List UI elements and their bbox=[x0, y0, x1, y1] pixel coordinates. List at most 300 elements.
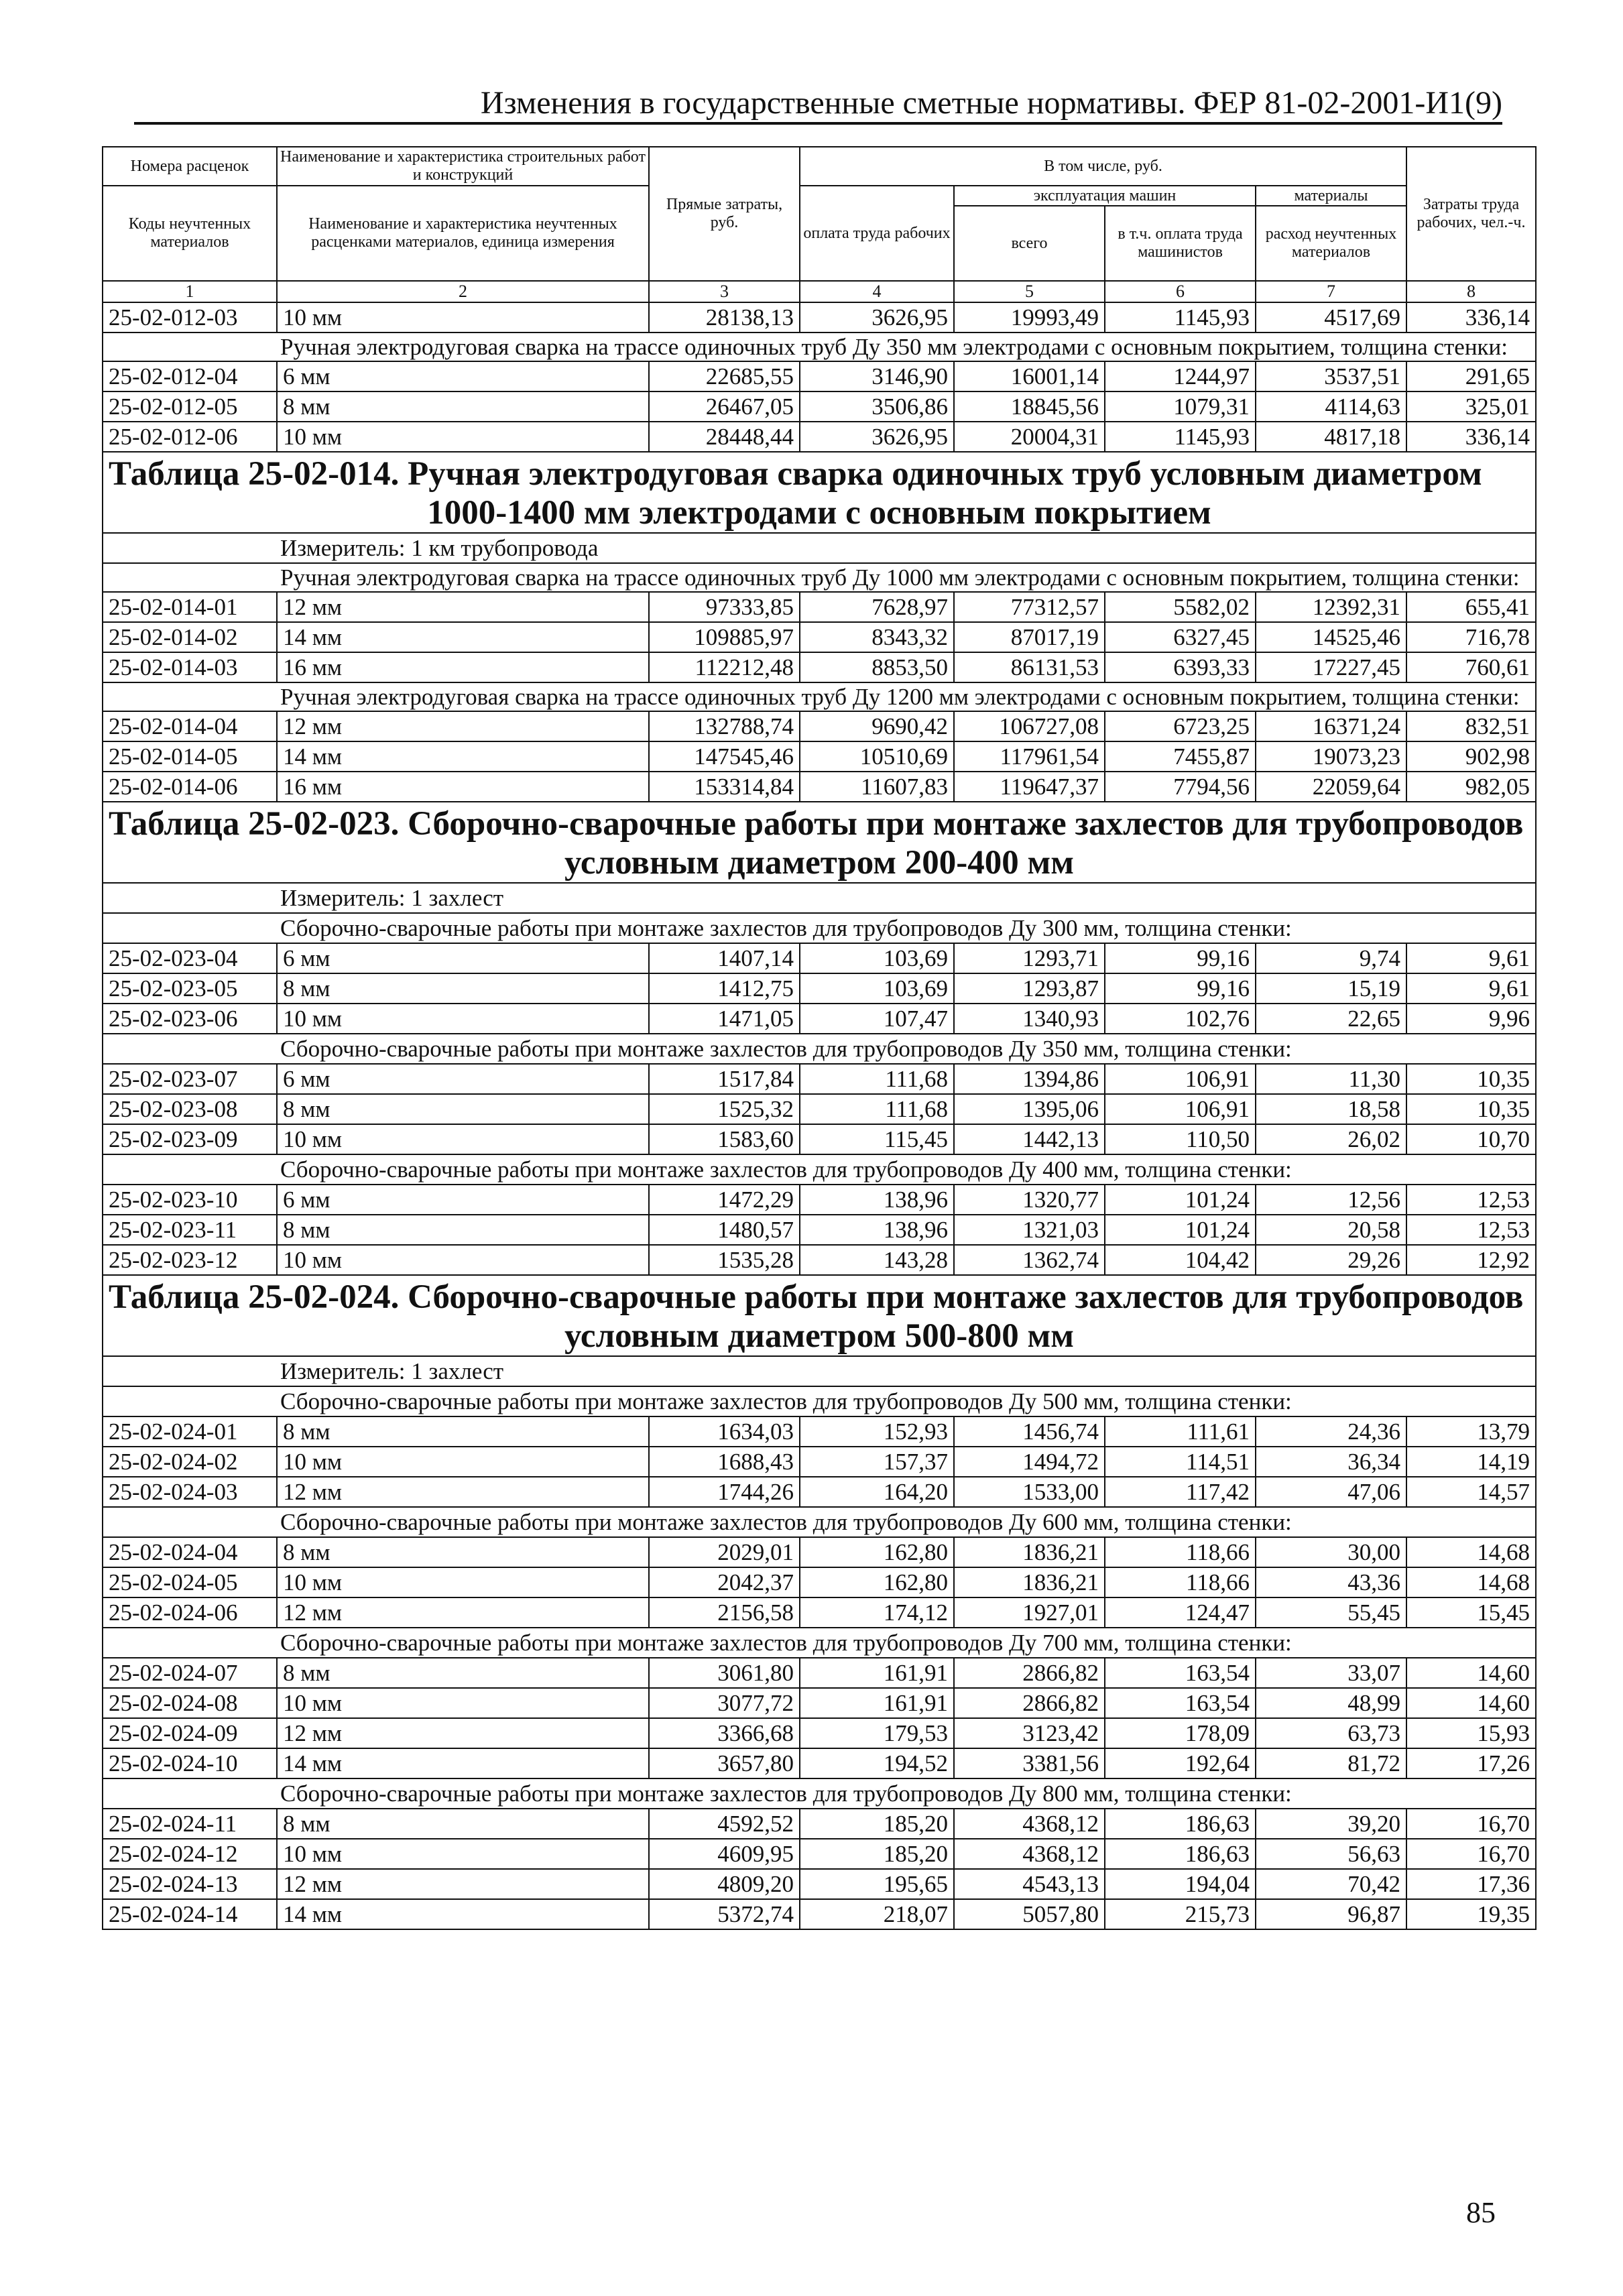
rate-value-cell: 902,98 bbox=[1406, 741, 1536, 772]
section-heading: Ручная электродуговая сварка на трассе одиночных труб Ду 1000 мм электродами с основным покрытием, толщина стенки: bbox=[103, 563, 1536, 592]
section-heading-row bbox=[103, 913, 1536, 943]
rate-value-cell: 138,96 bbox=[800, 1215, 954, 1245]
rate-value-cell: 153314,84 bbox=[649, 772, 800, 802]
measure-unit: Измеритель: 1 км трубопровода bbox=[103, 533, 1536, 563]
rate-name-cell: 8 мм bbox=[277, 1215, 649, 1245]
rate-value-cell: 63,73 bbox=[1256, 1718, 1406, 1748]
rate-value-cell: 5057,80 bbox=[954, 1899, 1105, 1929]
page-header-title: Изменения в государственные сметные нормативы. ФЕР 81-02-2001-И1(9) bbox=[480, 85, 1502, 121]
rate-code-cell: 25-02-014-02 bbox=[103, 622, 277, 652]
rate-value-cell: 14,57 bbox=[1406, 1477, 1536, 1507]
rate-value-cell: 5372,74 bbox=[649, 1899, 800, 1929]
table-title-line-1: Таблица 25-02-014. Ручная электродуговая сварка одиночных труб условным диаметром bbox=[109, 455, 1482, 493]
rate-value-cell: 6327,45 bbox=[1105, 622, 1256, 652]
rate-name-cell: 12 мм bbox=[277, 1477, 649, 1507]
table-row bbox=[103, 1537, 1536, 1567]
rate-value-cell: 163,54 bbox=[1105, 1688, 1256, 1718]
section-heading-row bbox=[103, 1154, 1536, 1185]
rate-value-cell: 102,76 bbox=[1105, 1004, 1256, 1034]
rate-value-cell: 3537,51 bbox=[1256, 361, 1406, 391]
rate-name-cell: 16 мм bbox=[277, 772, 649, 802]
rate-code-cell: 25-02-014-05 bbox=[103, 741, 277, 772]
rate-value-cell: 1394,86 bbox=[954, 1064, 1105, 1094]
table-title bbox=[103, 1275, 1536, 1356]
table-row bbox=[103, 1748, 1536, 1778]
rate-value-cell: 20004,31 bbox=[954, 422, 1105, 452]
rate-value-cell: 147545,46 bbox=[649, 741, 800, 772]
rate-value-cell: 9,74 bbox=[1256, 943, 1406, 973]
rate-value-cell: 7628,97 bbox=[800, 592, 954, 622]
column-number: 8 bbox=[1406, 281, 1536, 302]
header-row-1 bbox=[103, 147, 1536, 186]
rate-name-cell: 10 мм bbox=[277, 1004, 649, 1034]
section-heading: Ручная электродуговая сварка на трассе одиночных труб Ду 1200 мм электродами с основным покрытием, толщина стенки: bbox=[103, 682, 1536, 711]
rate-value-cell: 143,28 bbox=[800, 1245, 954, 1275]
rate-value-cell: 33,07 bbox=[1256, 1658, 1406, 1688]
rate-value-cell: 291,65 bbox=[1406, 361, 1536, 391]
rate-value-cell: 17,36 bbox=[1406, 1869, 1536, 1899]
rate-value-cell: 162,80 bbox=[800, 1567, 954, 1597]
rate-value-cell: 77312,57 bbox=[954, 592, 1105, 622]
rate-value-cell: 3381,56 bbox=[954, 1748, 1105, 1778]
rate-value-cell: 14,19 bbox=[1406, 1447, 1536, 1477]
rate-value-cell: 96,87 bbox=[1256, 1899, 1406, 1929]
rate-code-cell: 25-02-024-12 bbox=[103, 1839, 277, 1869]
rate-value-cell: 26467,05 bbox=[649, 391, 800, 422]
table-row bbox=[103, 1899, 1536, 1929]
rate-value-cell: 22685,55 bbox=[649, 361, 800, 391]
rate-value-cell: 336,14 bbox=[1406, 422, 1536, 452]
rate-value-cell: 124,47 bbox=[1105, 1597, 1256, 1628]
table-row bbox=[103, 622, 1536, 652]
rate-value-cell: 655,41 bbox=[1406, 592, 1536, 622]
header-name-bottom: Наименование и характеристика неучтенных расценками материалов, единица измерения bbox=[277, 186, 649, 281]
table-title-line-1: Таблица 25-02-024. Сборочно-сварочные работы при монтаже захлестов для трубопроводов bbox=[109, 1278, 1524, 1316]
rate-value-cell: 4368,12 bbox=[954, 1809, 1105, 1839]
rate-value-cell: 3657,80 bbox=[649, 1748, 800, 1778]
table-row bbox=[103, 1688, 1536, 1718]
rate-value-cell: 14525,46 bbox=[1256, 622, 1406, 652]
rate-value-cell: 3146,90 bbox=[800, 361, 954, 391]
rate-value-cell: 11607,83 bbox=[800, 772, 954, 802]
rate-value-cell: 1471,05 bbox=[649, 1004, 800, 1034]
section-heading-row bbox=[103, 1386, 1536, 1416]
rate-value-cell: 106,91 bbox=[1105, 1094, 1256, 1124]
rate-value-cell: 9,96 bbox=[1406, 1004, 1536, 1034]
rate-value-cell: 8343,32 bbox=[800, 622, 954, 652]
rate-name-cell: 10 мм bbox=[277, 1688, 649, 1718]
rate-code-cell: 25-02-023-04 bbox=[103, 943, 277, 973]
table-row bbox=[103, 361, 1536, 391]
rate-name-cell: 8 мм bbox=[277, 1094, 649, 1124]
rate-code-cell: 25-02-024-03 bbox=[103, 1477, 277, 1507]
rate-value-cell: 111,61 bbox=[1105, 1416, 1256, 1447]
rate-value-cell: 16,70 bbox=[1406, 1809, 1536, 1839]
table-row bbox=[103, 1839, 1536, 1869]
rate-value-cell: 157,37 bbox=[800, 1447, 954, 1477]
column-number: 3 bbox=[649, 281, 800, 302]
rate-value-cell: 17,26 bbox=[1406, 1748, 1536, 1778]
rate-value-cell: 2866,82 bbox=[954, 1658, 1105, 1688]
rate-value-cell: 192,64 bbox=[1105, 1748, 1256, 1778]
rate-name-cell: 6 мм bbox=[277, 1185, 649, 1215]
rate-value-cell: 195,65 bbox=[800, 1869, 954, 1899]
rate-name-cell: 6 мм bbox=[277, 361, 649, 391]
rate-value-cell: 4517,69 bbox=[1256, 302, 1406, 333]
header-row-2 bbox=[103, 186, 1536, 206]
rate-value-cell: 114,51 bbox=[1105, 1447, 1256, 1477]
rate-code-cell: 25-02-014-06 bbox=[103, 772, 277, 802]
rate-code-cell: 25-02-014-03 bbox=[103, 652, 277, 682]
rate-value-cell: 104,42 bbox=[1105, 1245, 1256, 1275]
rate-value-cell: 12,53 bbox=[1406, 1185, 1536, 1215]
rate-value-cell: 7794,56 bbox=[1105, 772, 1256, 802]
table-row bbox=[103, 1447, 1536, 1477]
rate-value-cell: 132788,74 bbox=[649, 711, 800, 741]
rate-name-cell: 14 мм bbox=[277, 741, 649, 772]
section-heading: Сборочно-сварочные работы при монтаже захлестов для трубопроводов Ду 600 мм, толщина стенки: bbox=[103, 1507, 1536, 1537]
rate-code-cell: 25-02-024-09 bbox=[103, 1718, 277, 1748]
rate-value-cell: 118,66 bbox=[1105, 1537, 1256, 1567]
rate-value-cell: 4543,13 bbox=[954, 1869, 1105, 1899]
header-rule bbox=[134, 122, 1502, 125]
rate-value-cell: 1340,93 bbox=[954, 1004, 1105, 1034]
section-heading: Сборочно-сварочные работы при монтаже захлестов для трубопроводов Ду 700 мм, толщина стенки: bbox=[103, 1628, 1536, 1658]
rate-name-cell: 12 мм bbox=[277, 1597, 649, 1628]
rate-code-cell: 25-02-024-02 bbox=[103, 1447, 277, 1477]
rate-value-cell: 1472,29 bbox=[649, 1185, 800, 1215]
table-row bbox=[103, 1094, 1536, 1124]
table-row bbox=[103, 1658, 1536, 1688]
rate-code-cell: 25-02-023-07 bbox=[103, 1064, 277, 1094]
rate-value-cell: 12,56 bbox=[1256, 1185, 1406, 1215]
rate-code-cell: 25-02-023-05 bbox=[103, 973, 277, 1004]
rate-name-cell: 12 мм bbox=[277, 1869, 649, 1899]
rate-value-cell: 15,19 bbox=[1256, 973, 1406, 1004]
rate-value-cell: 215,73 bbox=[1105, 1899, 1256, 1929]
section-heading-row bbox=[103, 1628, 1536, 1658]
rate-value-cell: 103,69 bbox=[800, 973, 954, 1004]
rate-value-cell: 832,51 bbox=[1406, 711, 1536, 741]
rate-value-cell: 103,69 bbox=[800, 943, 954, 973]
rate-name-cell: 6 мм bbox=[277, 1064, 649, 1094]
rate-value-cell: 112212,48 bbox=[649, 652, 800, 682]
table-row bbox=[103, 1004, 1536, 1034]
rate-value-cell: 1744,26 bbox=[649, 1477, 800, 1507]
rate-value-cell: 1634,03 bbox=[649, 1416, 800, 1447]
rate-value-cell: 10,35 bbox=[1406, 1064, 1536, 1094]
rate-value-cell: 39,20 bbox=[1256, 1809, 1406, 1839]
rate-name-cell: 14 мм bbox=[277, 1748, 649, 1778]
rate-value-cell: 117,42 bbox=[1105, 1477, 1256, 1507]
rate-value-cell: 4114,63 bbox=[1256, 391, 1406, 422]
table-row bbox=[103, 1718, 1536, 1748]
header-labor-pay: оплата труда рабочих bbox=[800, 186, 954, 281]
rate-value-cell: 1836,21 bbox=[954, 1537, 1105, 1567]
header-materials-unaccounted: расход неучтенных материалов bbox=[1256, 206, 1406, 281]
rate-code-cell: 25-02-024-06 bbox=[103, 1597, 277, 1628]
rate-value-cell: 185,20 bbox=[800, 1809, 954, 1839]
table-row bbox=[103, 1869, 1536, 1899]
table-title bbox=[103, 802, 1536, 883]
rate-code-cell: 25-02-024-08 bbox=[103, 1688, 277, 1718]
rate-value-cell: 17227,45 bbox=[1256, 652, 1406, 682]
rate-value-cell: 218,07 bbox=[800, 1899, 954, 1929]
table-row bbox=[103, 391, 1536, 422]
rate-value-cell: 3077,72 bbox=[649, 1688, 800, 1718]
column-number: 4 bbox=[800, 281, 954, 302]
table-row bbox=[103, 772, 1536, 802]
header-direct-costs: Прямые затраты, руб. bbox=[649, 147, 800, 281]
rate-value-cell: 1321,03 bbox=[954, 1215, 1105, 1245]
rate-name-cell: 16 мм bbox=[277, 652, 649, 682]
rate-name-cell: 8 мм bbox=[277, 1416, 649, 1447]
rate-name-cell: 14 мм bbox=[277, 1899, 649, 1929]
rate-value-cell: 161,91 bbox=[800, 1688, 954, 1718]
rate-value-cell: 4609,95 bbox=[649, 1839, 800, 1869]
rate-value-cell: 12,92 bbox=[1406, 1245, 1536, 1275]
rate-name-cell: 10 мм bbox=[277, 302, 649, 333]
rate-value-cell: 99,16 bbox=[1105, 943, 1256, 973]
rate-name-cell: 14 мм bbox=[277, 622, 649, 652]
table-row bbox=[103, 943, 1536, 973]
rate-value-cell: 1079,31 bbox=[1105, 391, 1256, 422]
rate-value-cell: 1533,00 bbox=[954, 1477, 1105, 1507]
rate-value-cell: 9,61 bbox=[1406, 973, 1536, 1004]
rate-value-cell: 1927,01 bbox=[954, 1597, 1105, 1628]
column-number: 5 bbox=[954, 281, 1105, 302]
rate-value-cell: 19993,49 bbox=[954, 302, 1105, 333]
rate-value-cell: 1442,13 bbox=[954, 1124, 1105, 1154]
column-number: 2 bbox=[277, 281, 649, 302]
table-row bbox=[103, 592, 1536, 622]
rate-code-cell: 25-02-024-01 bbox=[103, 1416, 277, 1447]
rate-value-cell: 3123,42 bbox=[954, 1718, 1105, 1748]
rate-value-cell: 22,65 bbox=[1256, 1004, 1406, 1034]
rate-value-cell: 97333,85 bbox=[649, 592, 800, 622]
rate-value-cell: 111,68 bbox=[800, 1064, 954, 1094]
rate-value-cell: 3506,86 bbox=[800, 391, 954, 422]
table-title-row bbox=[103, 802, 1536, 883]
rate-name-cell: 12 мм bbox=[277, 592, 649, 622]
section-heading-row bbox=[103, 1778, 1536, 1809]
rate-value-cell: 1535,28 bbox=[649, 1245, 800, 1275]
rate-value-cell: 7455,87 bbox=[1105, 741, 1256, 772]
table-row bbox=[103, 1567, 1536, 1597]
table-row bbox=[103, 711, 1536, 741]
column-numbers-row bbox=[103, 281, 1536, 302]
section-heading-row bbox=[103, 1034, 1536, 1064]
measure-unit-row bbox=[103, 1356, 1536, 1386]
table-row bbox=[103, 741, 1536, 772]
rate-code-cell: 25-02-024-07 bbox=[103, 1658, 277, 1688]
rate-value-cell: 164,20 bbox=[800, 1477, 954, 1507]
rate-value-cell: 47,06 bbox=[1256, 1477, 1406, 1507]
rate-value-cell: 716,78 bbox=[1406, 622, 1536, 652]
rate-value-cell: 22059,64 bbox=[1256, 772, 1406, 802]
rate-name-cell: 10 мм bbox=[277, 1447, 649, 1477]
rate-value-cell: 1494,72 bbox=[954, 1447, 1105, 1477]
section-heading: Сборочно-сварочные работы при монтаже захлестов для трубопроводов Ду 500 мм, толщина стенки: bbox=[103, 1386, 1536, 1416]
rate-value-cell: 110,50 bbox=[1105, 1124, 1256, 1154]
rate-code-cell: 25-02-023-08 bbox=[103, 1094, 277, 1124]
rate-value-cell: 152,93 bbox=[800, 1416, 954, 1447]
rate-value-cell: 1836,21 bbox=[954, 1567, 1105, 1597]
table-row bbox=[103, 1124, 1536, 1154]
table-row bbox=[103, 1597, 1536, 1628]
table-row bbox=[103, 652, 1536, 682]
rate-value-cell: 10,35 bbox=[1406, 1094, 1536, 1124]
rate-value-cell: 2029,01 bbox=[649, 1537, 800, 1567]
rate-value-cell: 4809,20 bbox=[649, 1869, 800, 1899]
section-heading-row bbox=[103, 333, 1536, 361]
rate-name-cell: 10 мм bbox=[277, 1124, 649, 1154]
rate-value-cell: 14,60 bbox=[1406, 1688, 1536, 1718]
table-row bbox=[103, 1064, 1536, 1094]
rate-value-cell: 1525,32 bbox=[649, 1094, 800, 1124]
rate-value-cell: 1320,77 bbox=[954, 1185, 1105, 1215]
rate-value-cell: 3366,68 bbox=[649, 1718, 800, 1748]
rate-value-cell: 982,05 bbox=[1406, 772, 1536, 802]
rate-value-cell: 14,60 bbox=[1406, 1658, 1536, 1688]
rate-value-cell: 2866,82 bbox=[954, 1688, 1105, 1718]
header-labor-costs: Затраты труда рабочих, чел.-ч. bbox=[1406, 147, 1536, 281]
rate-value-cell: 4368,12 bbox=[954, 1839, 1105, 1869]
rate-value-cell: 3626,95 bbox=[800, 422, 954, 452]
rate-name-cell: 10 мм bbox=[277, 1245, 649, 1275]
rate-value-cell: 186,63 bbox=[1105, 1809, 1256, 1839]
rate-name-cell: 8 мм bbox=[277, 391, 649, 422]
rate-value-cell: 325,01 bbox=[1406, 391, 1536, 422]
rate-value-cell: 1293,87 bbox=[954, 973, 1105, 1004]
rate-value-cell: 5582,02 bbox=[1105, 592, 1256, 622]
rate-value-cell: 11,30 bbox=[1256, 1064, 1406, 1094]
table-title-line-2: 1000-1400 мм электродами с основным покрытием bbox=[427, 494, 1211, 532]
rate-value-cell: 26,02 bbox=[1256, 1124, 1406, 1154]
rate-value-cell: 12,53 bbox=[1406, 1215, 1536, 1245]
rate-code-cell: 25-02-024-05 bbox=[103, 1567, 277, 1597]
rate-value-cell: 3626,95 bbox=[800, 302, 954, 333]
table-title-row bbox=[103, 452, 1536, 533]
table-row bbox=[103, 1809, 1536, 1839]
rate-value-cell: 18,58 bbox=[1256, 1094, 1406, 1124]
rate-value-cell: 16001,14 bbox=[954, 361, 1105, 391]
rate-name-cell: 8 мм bbox=[277, 1658, 649, 1688]
table-row bbox=[103, 1245, 1536, 1275]
rate-value-cell: 24,36 bbox=[1256, 1416, 1406, 1447]
rate-value-cell: 15,45 bbox=[1406, 1597, 1536, 1628]
rate-value-cell: 1395,06 bbox=[954, 1094, 1105, 1124]
rate-value-cell: 161,91 bbox=[800, 1658, 954, 1688]
column-number: 1 bbox=[103, 281, 277, 302]
section-heading-row bbox=[103, 563, 1536, 592]
rate-value-cell: 48,99 bbox=[1256, 1688, 1406, 1718]
rate-name-cell: 10 мм bbox=[277, 1839, 649, 1869]
rate-value-cell: 30,00 bbox=[1256, 1537, 1406, 1567]
table-title-line-2: условным диаметром 500-800 мм bbox=[564, 1317, 1074, 1355]
section-heading: Сборочно-сварочные работы при монтаже захлестов для трубопроводов Ду 800 мм, толщина стенки: bbox=[103, 1778, 1536, 1809]
section-heading-row bbox=[103, 1507, 1536, 1537]
rate-value-cell: 1407,14 bbox=[649, 943, 800, 973]
rate-value-cell: 1362,74 bbox=[954, 1245, 1105, 1275]
rate-value-cell: 36,34 bbox=[1256, 1447, 1406, 1477]
table-title-line-1: Таблица 25-02-023. Сборочно-сварочные работы при монтаже захлестов для трубопроводов bbox=[109, 805, 1524, 843]
rate-value-cell: 10510,69 bbox=[800, 741, 954, 772]
measure-unit: Измеритель: 1 захлест bbox=[103, 883, 1536, 913]
rate-value-cell: 20,58 bbox=[1256, 1215, 1406, 1245]
table-row bbox=[103, 1416, 1536, 1447]
rate-value-cell: 55,45 bbox=[1256, 1597, 1406, 1628]
rate-code-cell: 25-02-012-06 bbox=[103, 422, 277, 452]
rate-value-cell: 186,63 bbox=[1105, 1839, 1256, 1869]
rate-code-cell: 25-02-023-06 bbox=[103, 1004, 277, 1034]
table-row bbox=[103, 1185, 1536, 1215]
rate-value-cell: 12392,31 bbox=[1256, 592, 1406, 622]
rate-name-cell: 8 мм bbox=[277, 1809, 649, 1839]
rate-value-cell: 1145,93 bbox=[1105, 422, 1256, 452]
rate-name-cell: 10 мм bbox=[277, 422, 649, 452]
table-row bbox=[103, 1215, 1536, 1245]
rate-value-cell: 13,79 bbox=[1406, 1416, 1536, 1447]
table-title-row bbox=[103, 1275, 1536, 1356]
measure-unit-row bbox=[103, 533, 1536, 563]
rates-table bbox=[102, 146, 1537, 1930]
section-heading: Сборочно-сварочные работы при монтаже захлестов для трубопроводов Ду 350 мм, толщина стенки: bbox=[103, 1034, 1536, 1064]
rate-code-cell: 25-02-014-04 bbox=[103, 711, 277, 741]
rate-code-cell: 25-02-023-09 bbox=[103, 1124, 277, 1154]
header-machines-total: всего bbox=[954, 206, 1105, 281]
rate-value-cell: 1293,71 bbox=[954, 943, 1105, 973]
rate-value-cell: 14,68 bbox=[1406, 1567, 1536, 1597]
rate-value-cell: 3061,80 bbox=[649, 1658, 800, 1688]
rate-code-cell: 25-02-024-04 bbox=[103, 1537, 277, 1567]
rate-value-cell: 86131,53 bbox=[954, 652, 1105, 682]
rate-value-cell: 9,61 bbox=[1406, 943, 1536, 973]
rate-value-cell: 56,63 bbox=[1256, 1839, 1406, 1869]
table-body bbox=[103, 147, 1536, 1929]
rate-code-cell: 25-02-023-10 bbox=[103, 1185, 277, 1215]
page-number: 85 bbox=[1466, 2196, 1496, 2229]
rate-value-cell: 1145,93 bbox=[1105, 302, 1256, 333]
rate-code-cell: 25-02-014-01 bbox=[103, 592, 277, 622]
rate-value-cell: 101,24 bbox=[1105, 1215, 1256, 1245]
header-machines: эксплуатация машин bbox=[954, 186, 1256, 206]
rate-value-cell: 1688,43 bbox=[649, 1447, 800, 1477]
section-heading: Сборочно-сварочные работы при монтаже захлестов для трубопроводов Ду 300 мм, толщина стенки: bbox=[103, 913, 1536, 943]
header-including: В том числе, руб. bbox=[800, 147, 1406, 186]
rate-value-cell: 87017,19 bbox=[954, 622, 1105, 652]
header-code-top: Номера расценок bbox=[103, 147, 277, 186]
rate-value-cell: 1456,74 bbox=[954, 1416, 1105, 1447]
rate-value-cell: 174,12 bbox=[800, 1597, 954, 1628]
header-name-top: Наименование и характеристика строительных работ и конструкций bbox=[277, 147, 649, 186]
rate-value-cell: 18845,56 bbox=[954, 391, 1105, 422]
rate-code-cell: 25-02-024-13 bbox=[103, 1869, 277, 1899]
rate-value-cell: 43,36 bbox=[1256, 1567, 1406, 1597]
rate-code-cell: 25-02-024-14 bbox=[103, 1899, 277, 1929]
rate-value-cell: 119647,37 bbox=[954, 772, 1105, 802]
table-row bbox=[103, 302, 1536, 333]
rate-value-cell: 28448,44 bbox=[649, 422, 800, 452]
rate-name-cell: 8 мм bbox=[277, 1537, 649, 1567]
section-heading: Сборочно-сварочные работы при монтаже захлестов для трубопроводов Ду 400 мм, толщина стенки: bbox=[103, 1154, 1536, 1185]
rate-value-cell: 117961,54 bbox=[954, 741, 1105, 772]
rate-value-cell: 16371,24 bbox=[1256, 711, 1406, 741]
table-title bbox=[103, 452, 1536, 533]
rate-name-cell: 12 мм bbox=[277, 711, 649, 741]
table-row bbox=[103, 1477, 1536, 1507]
section-heading: Ручная электродуговая сварка на трассе одиночных труб Ду 350 мм электродами с основным покрытием, толщина стенки: bbox=[103, 333, 1536, 361]
